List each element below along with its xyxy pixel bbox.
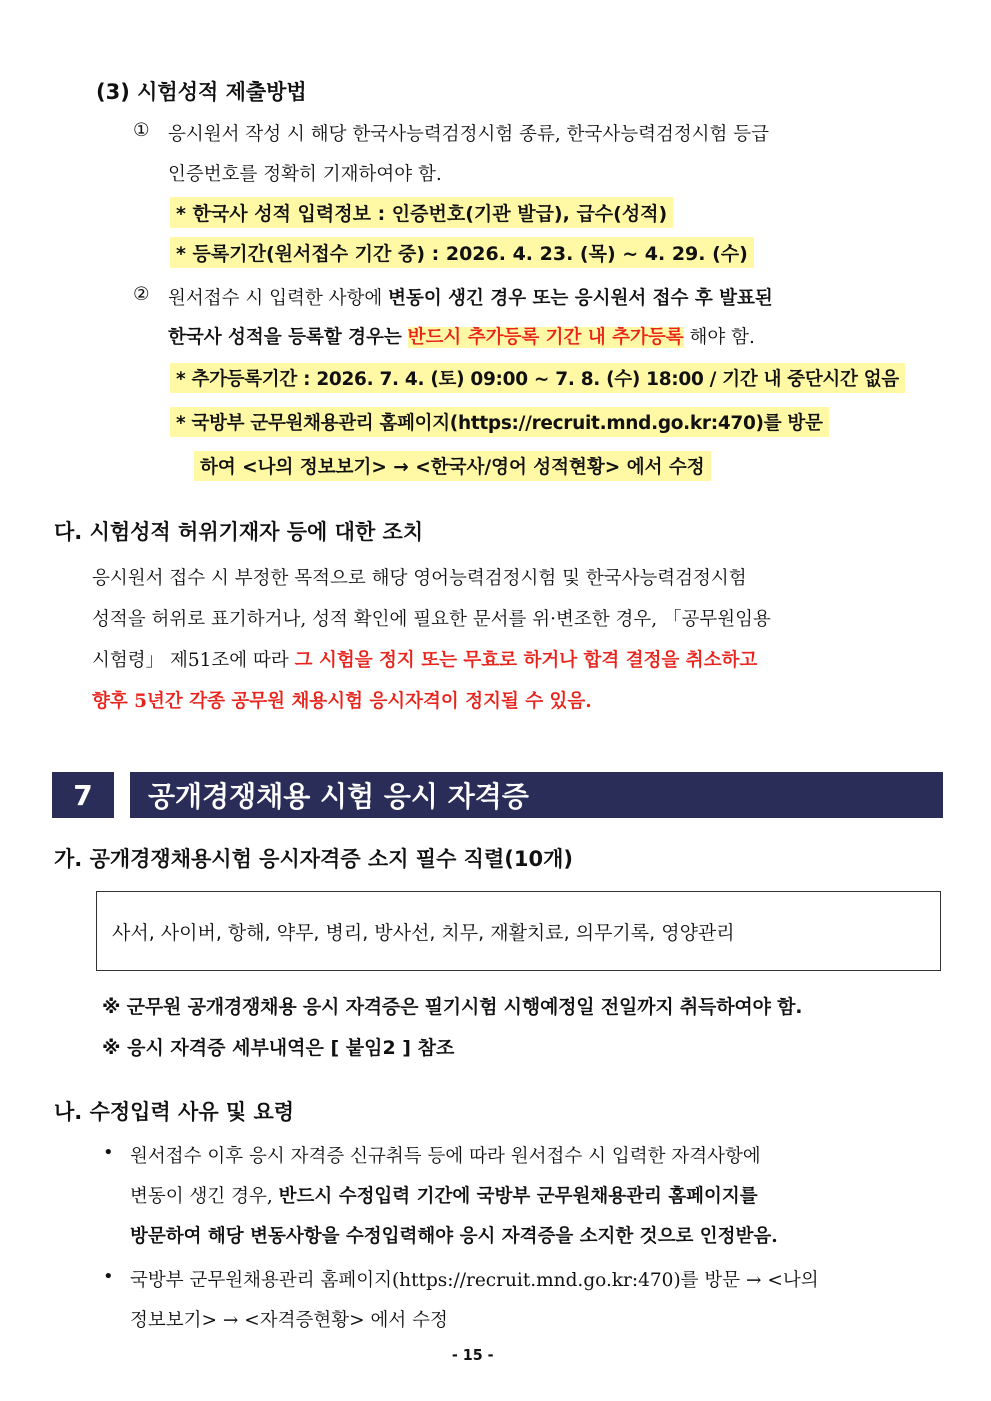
- bullet-1-line-1: 원서접수 이후 응시 자격증 신규취득 등에 따라 원서접수 시 입력한 자격사항에: [130, 1146, 761, 1167]
- section-da-line-3-red: 그 시험을 정지 또는 무효로 하거나 합격 결정을 취소하고: [294, 650, 758, 671]
- item-2-line-1-plain: 원서접수 시 입력한 사항에: [168, 288, 383, 309]
- page-number: - 15 -: [451, 1346, 494, 1364]
- item-1-note-2: * 등록기간(원서접수 기간 중) : 2026. 4. 23. (목) ~ 4. 29. (수): [170, 237, 754, 268]
- item-2-line-1-bold: 변동이 생긴 경우 또는 응시원서 접수 후 발표된: [388, 288, 773, 309]
- section-ga-note-1: ※ 군무원 공개경쟁채용 응시 자격증은 필기시험 시행예정일 전일까지 취득하여야 함.: [102, 996, 803, 1018]
- required-series-box: [96, 891, 941, 971]
- item-2-line-2-tail: 해야 함.: [689, 327, 755, 348]
- item-2-note-2-line-2: 하여 <나의 정보보기> → <한국사/영어 성적현황> 에서 수정: [194, 451, 711, 481]
- bullet-2-line-1: 국방부 군무원채용관리 홈페이지(https://recruit.mnd.go.kr:470)를 방문 → <나의: [130, 1270, 819, 1291]
- section-da-line-2: 성적을 허위로 표기하거나, 성적 확인에 필요한 문서를 위·변조한 경우, 「공무원임용: [92, 609, 771, 630]
- section-na-heading: 나. 수정입력 사유 및 요령: [54, 1100, 295, 1124]
- item-2-note-1: * 추가등록기간 : 2026. 7. 4. (토) 09:00 ~ 7. 8. (수) 18:00 / 기간 내 중단시간 없음: [170, 363, 905, 393]
- item-2-line-2-red: 반드시 추가등록 기간 내 추가등록: [407, 327, 684, 348]
- item-2-note-2-line-1: * 국방부 군무원채용관리 홈페이지(https://recruit.mnd.go.kr:470)를 방문: [170, 407, 829, 437]
- bullet-1-marker: •: [103, 1142, 114, 1163]
- section-ga-heading: 가. 공개경쟁채용시험 응시자격증 소지 필수 직렬(10개): [54, 847, 573, 871]
- required-series-text: 사서, 사이버, 항해, 약무, 병리, 방사선, 치무, 재활치료, 의무기록, 영양관리: [112, 921, 735, 944]
- item-1-marker: ①: [133, 120, 150, 141]
- bullet-1-line-2-bold: 반드시 수정입력 기간에 국방부 군무원채용관리 홈페이지를: [278, 1186, 758, 1207]
- section-da-line-1: 응시원서 접수 시 부정한 목적으로 해당 영어능력검정시험 및 한국사능력검정시험: [92, 568, 747, 589]
- section-da-line-3-plain: 시험령」 제51조에 따라: [92, 650, 289, 671]
- bullet-1-line-3: 방문하여 해당 변동사항을 수정입력해야 응시 자격증을 소지한 것으로 인정받음.: [130, 1226, 778, 1247]
- item-1-line-2: 인증번호를 정확히 기재하여야 함.: [168, 164, 442, 185]
- section-da-heading: 다. 시험성적 허위기재자 등에 대한 조치: [54, 520, 424, 544]
- item-1-note-1: * 한국사 성적 입력정보 : 인증번호(기관 발급), 급수(성적): [170, 197, 673, 228]
- item-2-marker: ②: [133, 284, 150, 305]
- bullet-2-marker: •: [103, 1266, 114, 1287]
- section-7-number: 7: [52, 772, 114, 818]
- section-7-title: 공개경쟁채용 시험 응시 자격증: [130, 772, 943, 818]
- item-1-line-1: 응시원서 작성 시 해당 한국사능력검정시험 종류, 한국사능력검정시험 등급: [168, 124, 770, 145]
- bullet-2-line-2: 정보보기> → <자격증현황> 에서 수정: [130, 1310, 448, 1331]
- bullet-1-line-2-plain: 변동이 생긴 경우,: [130, 1186, 273, 1207]
- section-ga-note-2: ※ 응시 자격증 세부내역은 [ 붙임2 ] 참조: [102, 1037, 455, 1059]
- item-2-line-2-bold: 한국사 성적을 등록할 경우는: [168, 327, 402, 348]
- section-da-line-4: 향후 5년간 각종 공무원 채용시험 응시자격이 정지될 수 있음.: [92, 691, 592, 712]
- section-3-heading: (3) 시험성적 제출방법: [96, 80, 307, 104]
